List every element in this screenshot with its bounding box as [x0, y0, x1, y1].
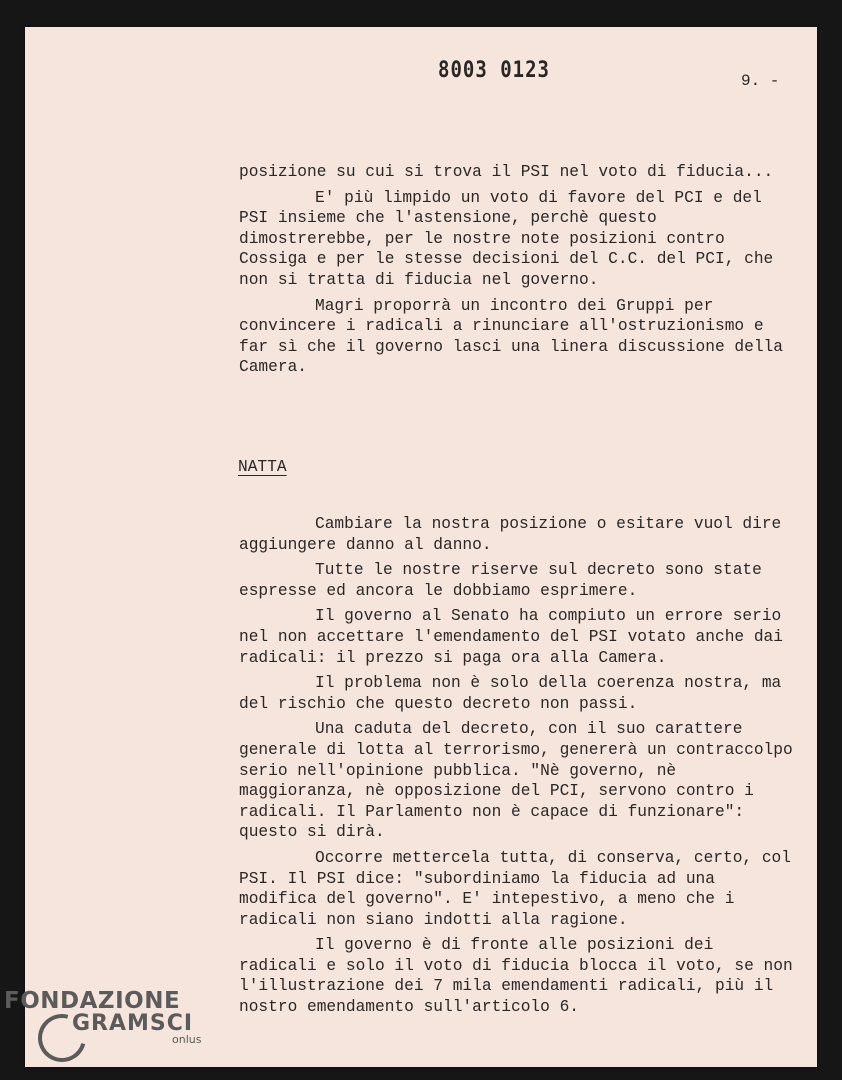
archive-document-number: 8003 0123 [438, 57, 550, 83]
paragraph: Il problema non è solo della coerenza nostra, ma del rischio che questo decreto non passi. [239, 674, 782, 713]
speaker-heading: NATTA [238, 458, 287, 476]
paragraph: Una caduta del decreto, con il suo carattere generale di lotta al terrorismo, genererà un contraccolpo serio nell'opinione pubblica. "Nè governo, nè maggioranza, nè opposizione del PCI, servono contro i radicali. Il Parlamento non è capace di funzionare": questo si dirà. [239, 720, 793, 842]
paragraph: Tutte le nostre riserve sul decreto sono state espresse ed ancora le dobbiamo esprimere. [239, 561, 762, 600]
paragraph: Magri proporrà un incontro dei Gruppi per convincere i radicali a rinunciare all'ostruzionismo e far sì che il governo lasci una linera discussione della Camera. [239, 296, 783, 377]
paragraph: Occorre mettercela tutta, di conserva, certo, col PSI. Il PSI dice: "subordiniamo la fiducia ad una modifica del governo". E' intepestivo, a meno che i radicali non siano indotti alla ragione. [239, 848, 791, 929]
text-section-bottom [239, 514, 799, 1023]
fondazione-gramsci-watermark [4, 988, 201, 1046]
paragraph: posizione su cui si trova il PSI nel voto di fiducia... [239, 163, 774, 181]
paragraph: E' più limpido un voto di favore del PCI e del PSI insieme che l'astensione, perchè questo dimostrerebbe, per le nostre note posizioni contro Cossiga e per le stesse decisioni del C.C. del PCI, che non si tratta di fiducia nel governo. [239, 188, 774, 289]
watermark-line1: FONDAZIONE [4, 988, 181, 1014]
page-number: 9. - [741, 72, 780, 90]
document-page [25, 27, 817, 1067]
paragraph: Il governo è di fronte alle posizioni dei radicali e solo il voto di fiducia blocca il voto, se non l'illustrazione dei 7 mila emendamenti radicali, più il nostro emendamento sull'articolo 6. [239, 936, 793, 1017]
paragraph: Cambiare la nostra posizione o esitare vuol dire aggiungere danno al danno. [239, 515, 782, 554]
watermark-line2: GRAMSCI [72, 1011, 194, 1036]
paragraph: Il governo al Senato ha compiuto un errore serio nel non accettare l'emendamento del PSI votato anche dai radicali: il prezzo si paga ora alla Camera. [239, 607, 783, 667]
watermark-line3: onlus [172, 1033, 202, 1046]
text-section-top [239, 162, 799, 383]
bleed-through-texture [525, 82, 573, 123]
